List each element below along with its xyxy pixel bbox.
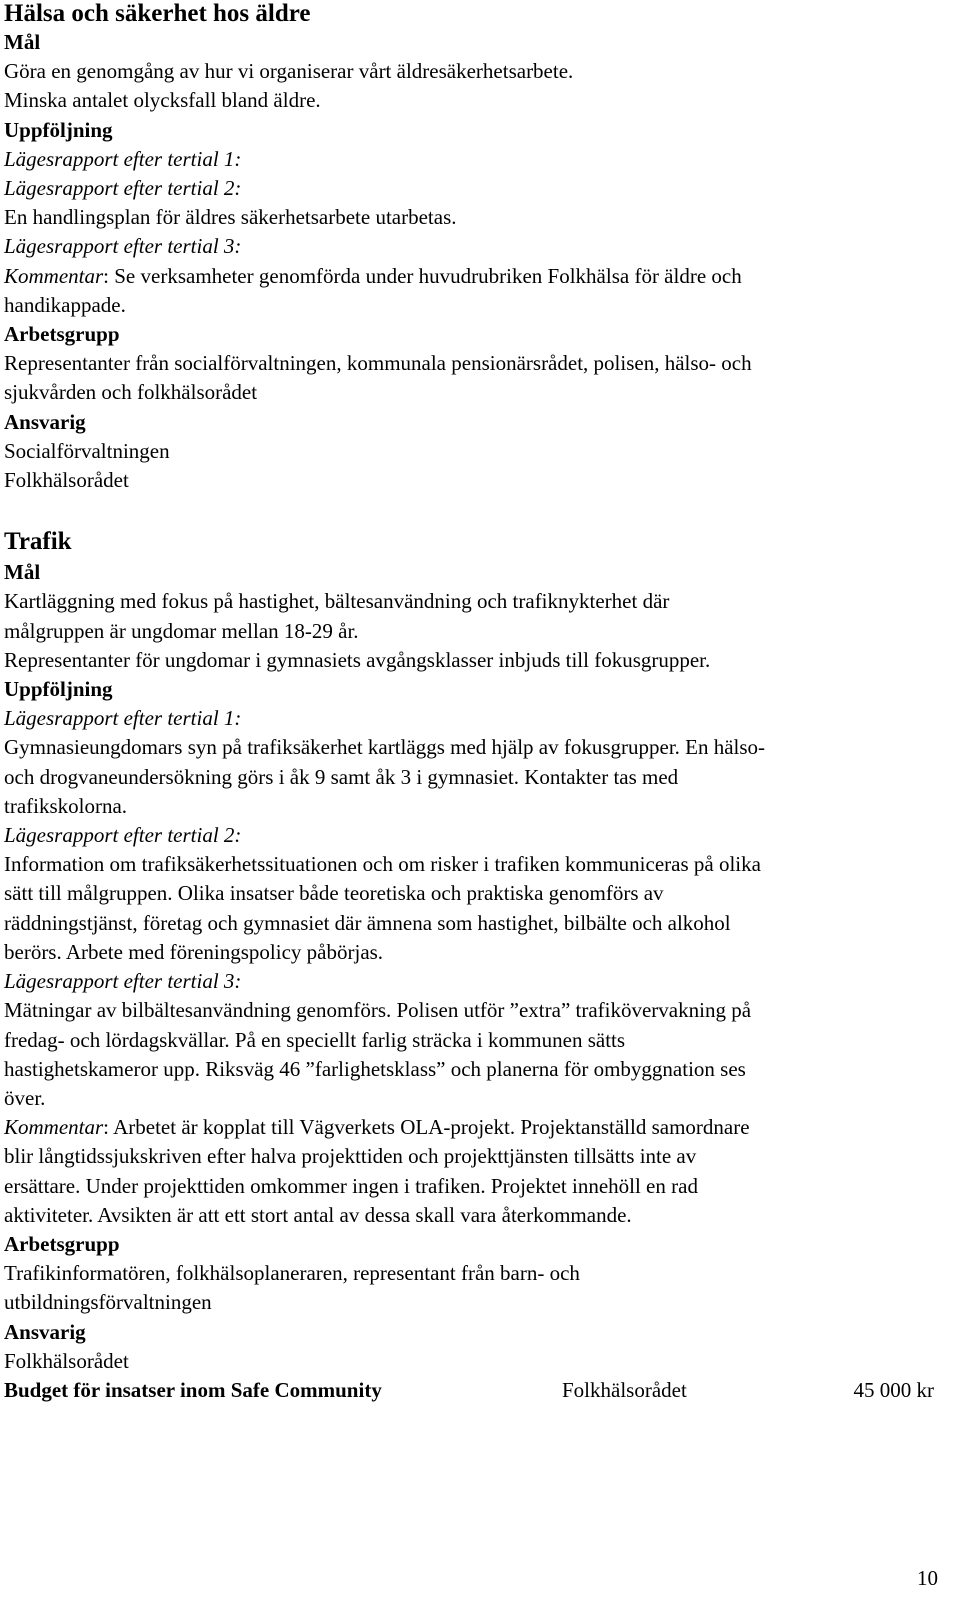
tertial-2-text: sätt till målgruppen. Olika insatser både teoretiska och praktiska genomförs av	[4, 881, 664, 906]
mal-heading: Mål	[4, 560, 41, 585]
page-number: 10	[917, 1566, 938, 1590]
tertial-3-text: över.	[4, 1085, 46, 1110]
tertial-2-label: Lägesrapport efter tertial 2:	[4, 823, 242, 848]
mal-text: Representanter för ungdomar i gymnasiets avgångsklasser inbjuds till fokusgrupper.	[4, 647, 711, 672]
arbetsgrupp-heading: Arbetsgrupp	[4, 1231, 120, 1256]
ansvarig-text: Socialförvaltningen	[4, 438, 170, 463]
budget-label: Budget för insatser inom Safe Community	[4, 1377, 382, 1402]
tertial-3-label: Lägesrapport efter tertial 3:	[4, 234, 242, 259]
kommentar-label: Kommentar	[4, 1115, 104, 1140]
kommentar-text	[4, 262, 934, 291]
tertial-3-label: Lägesrapport efter tertial 3:	[4, 969, 242, 994]
kommentar-body: : Arbetet är kopplat till Vägverkets OLA-projekt. Projektanställd samordnare	[103, 1115, 750, 1140]
kommentar-body: : Se verksamheter genomförda under huvudrubriken Folkhälsa för äldre och	[103, 263, 742, 288]
ansvarig-text: Folkhälsorådet	[4, 468, 129, 493]
document-page	[4, 0, 934, 1406]
mal-text: målgruppen är ungdomar mellan 18-29 år.	[4, 618, 359, 643]
kommentar-text	[4, 1113, 934, 1142]
mal-text: Minska antalet olycksfall bland äldre.	[4, 88, 321, 113]
arbetsgrupp-text: Representanter från socialförvaltningen, kommunala pensionärsrådet, polisen, hälso- och	[4, 351, 752, 376]
tertial-2-text: Information om trafiksäkerhetssituationen och om risker i trafiken kommuniceras på olika	[4, 852, 761, 877]
tertial-1-text: Gymnasieungdomars syn på trafiksäkerhet kartläggs med hjälp av fokusgrupper. En hälso-	[4, 735, 766, 760]
arbetsgrupp-heading: Arbetsgrupp	[4, 322, 120, 347]
section-title: Trafik	[4, 528, 72, 556]
uppfoljning-heading: Uppföljning	[4, 117, 113, 142]
tertial-3-text: fredag- och lördagskvällar. På en speciellt farlig sträcka i kommunen sätts	[4, 1027, 626, 1052]
budget-responsible: Folkhälsorådet	[562, 1377, 687, 1402]
budget-amount: 45 000 kr	[853, 1377, 934, 1402]
kommentar-text: aktiviteter. Avsikten är att ett stort antal av dessa skall vara återkommande.	[4, 1202, 632, 1227]
mal-text: Kartläggning med fokus på hastighet, bältesanvändning och trafiknykterhet där	[4, 589, 670, 614]
uppfoljning-heading: Uppföljning	[4, 677, 113, 702]
mal-heading: Mål	[4, 30, 41, 54]
tertial-1-text: och drogvaneundersökning görs i åk 9 samt åk 3 i gymnasiet. Kontakter tas med	[4, 764, 679, 789]
tertial-1-text: trafikskolorna.	[4, 793, 128, 818]
ansvarig-heading: Ansvarig	[4, 409, 86, 434]
ansvarig-text: Folkhälsorådet	[4, 1348, 129, 1373]
arbetsgrupp-text: Trafikinformatören, folkhälsoplaneraren, representant från barn- och	[4, 1261, 580, 1286]
arbetsgrupp-text: utbildningsförvaltningen	[4, 1290, 212, 1315]
kommentar-label: Kommentar	[4, 263, 104, 288]
kommentar-text: ersättare. Under projekttiden omkommer ingen i trafiken. Projektet innehöll en rad	[4, 1173, 698, 1198]
kommentar-text: blir långtidssjukskriven efter halva projekttiden och projekttjänsten tillsätts inte av	[4, 1144, 697, 1169]
section-title: Hälsa och säkerhet hos äldre	[4, 0, 311, 27]
tertial-2-label: Lägesrapport efter tertial 2:	[4, 176, 242, 201]
budget-row	[4, 1376, 934, 1406]
tertial-2-text: berörs. Arbete med föreningspolicy påbörjas.	[4, 939, 384, 964]
mal-text: Göra en genomgång av hur vi organiserar vårt äldresäkerhetsarbete.	[4, 59, 574, 84]
arbetsgrupp-text: sjukvården och folkhälsorådet	[4, 380, 258, 405]
tertial-3-text: Mätningar av bilbältesanvändning genomförs. Polisen utför ”extra” trafikövervakning på	[4, 998, 752, 1023]
tertial-1-label: Lägesrapport efter tertial 1:	[4, 706, 242, 731]
ansvarig-heading: Ansvarig	[4, 1319, 86, 1344]
tertial-2-text: räddningstjänst, företag och gymnasiet där ämnena som hastighet, bilbälte och alkohol	[4, 910, 731, 935]
tertial-2-text: En handlingsplan för äldres säkerhetsarbete utarbetas.	[4, 205, 457, 230]
tertial-3-text: hastighetskameror upp. Riksväg 46 ”farlighetsklass” och planerna för ombyggnation ses	[4, 1056, 746, 1081]
kommentar-text: handikappade.	[4, 292, 126, 317]
tertial-1-label: Lägesrapport efter tertial 1:	[4, 146, 242, 171]
